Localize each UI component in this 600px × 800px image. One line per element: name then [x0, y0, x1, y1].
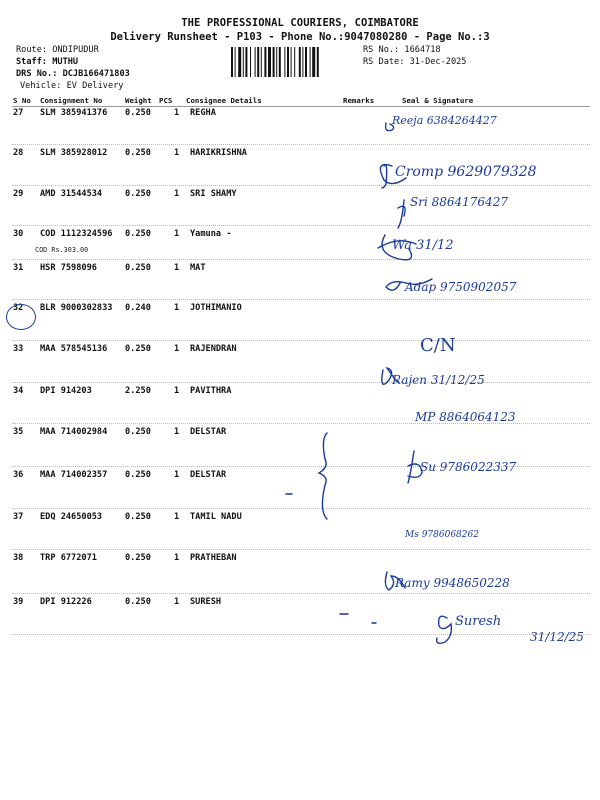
- row-divider: [12, 299, 590, 300]
- row-consignment: DPI 914203: [40, 386, 92, 396]
- row-pcs: 1: [174, 148, 180, 158]
- drs-number: DRS No.: DCJB166471803: [16, 69, 130, 79]
- row-consignee: PAVITHRA: [190, 386, 232, 396]
- row-consignment: MAA 714002984: [40, 427, 108, 437]
- row-weight: 0.240: [125, 303, 151, 313]
- row-cod-note: COD Rs.303.00: [35, 246, 89, 254]
- row-consignment: BLR 9000302833: [40, 303, 113, 313]
- row-consignment: DPI 912226: [40, 597, 92, 607]
- barcode-bar: [284, 47, 285, 77]
- row-divider: [12, 508, 590, 509]
- row-consignee: DELSTAR: [190, 427, 227, 437]
- row-sno: 37: [13, 512, 24, 522]
- signature-39: Suresh: [455, 614, 502, 629]
- signature-35: Su 9786022337: [420, 460, 517, 474]
- row-sno: 28: [13, 148, 24, 158]
- col-header-sno: S No: [13, 96, 31, 105]
- staff-label: Staff: MUTHU: [16, 57, 79, 67]
- row-consignee: DELSTAR: [190, 470, 227, 480]
- row-consignee: SRI SHAMY: [190, 189, 237, 199]
- row-weight: 0.250: [125, 263, 151, 273]
- barcode-bar: [231, 47, 233, 77]
- vehicle-label: Vehicle: EV Delivery: [20, 81, 124, 91]
- row-weight: 0.250: [125, 189, 151, 199]
- signature-27: Reeja 6384264427: [392, 114, 497, 127]
- row-divider: [12, 382, 590, 383]
- barcode-bar: [294, 47, 295, 77]
- row-pcs: 1: [174, 344, 180, 354]
- barcode-bar: [255, 47, 256, 77]
- signature-30: Wa 31/12: [392, 238, 454, 253]
- row-pcs: 1: [174, 427, 180, 437]
- barcode-bar: [279, 47, 281, 77]
- barcode-bar: [245, 47, 247, 77]
- barcode: [231, 47, 357, 77]
- row-consignee: MAT: [190, 263, 206, 273]
- row-sno: 36: [13, 470, 24, 480]
- row-32-circle-mark: [6, 304, 36, 330]
- row-consignment: SLM 385941376: [40, 108, 108, 118]
- barcode-bar: [264, 47, 266, 77]
- row-consignment: MAA 578545136: [40, 344, 108, 354]
- row-consignee: JOTHIMANIO: [190, 303, 242, 313]
- row-weight: 0.250: [125, 512, 151, 522]
- barcode-bar: [276, 47, 277, 77]
- row-pcs: 1: [174, 386, 180, 396]
- header-divider: [12, 106, 590, 107]
- barcode-bar: [273, 47, 275, 77]
- row-consignee: Yamuna -: [190, 229, 232, 239]
- cn-mark: C/N: [420, 335, 456, 356]
- barcode-bar: [261, 47, 262, 77]
- row-consignment: TRP 6772071: [40, 553, 97, 563]
- row-weight: 0.250: [125, 427, 151, 437]
- row-consignee: SURESH: [190, 597, 222, 607]
- col-header-consignee: Consignee Details: [186, 96, 262, 105]
- barcode-bar: [302, 47, 303, 77]
- signature-38: Ramy 9948650228: [395, 576, 510, 590]
- row-pcs: 1: [174, 512, 180, 522]
- row-consignee: PRATHEBAN: [190, 553, 237, 563]
- row-sno: 30: [13, 229, 24, 239]
- row-pcs: 1: [174, 470, 180, 480]
- barcode-bar: [310, 47, 311, 77]
- rs-number: RS No.: 1664718: [363, 45, 441, 55]
- barcode-bar: [291, 47, 292, 77]
- row-divider: [12, 185, 590, 186]
- runsheet-subtitle: Delivery Runsheet - P103 - Phone No.:9047080280 - Page No.:3: [110, 31, 490, 43]
- row-divider: [12, 634, 590, 635]
- date-39: 31/12/25: [530, 630, 584, 644]
- row-consignee: RAJENDRAN: [190, 344, 237, 354]
- row-pcs: 1: [174, 263, 180, 273]
- signature-29: Sri 8864176427: [410, 195, 508, 209]
- row-pcs: 1: [174, 229, 180, 239]
- row-weight: 0.250: [125, 597, 151, 607]
- col-header-consignment: Consignment No: [40, 96, 103, 105]
- row-consignee: HARIKRISHNA: [190, 148, 247, 158]
- route-label: Route: ONDIPUDUR: [16, 45, 99, 55]
- row-weight: 0.250: [125, 148, 151, 158]
- row-divider: [12, 144, 590, 145]
- barcode-bar: [312, 47, 315, 77]
- barcode-bar: [250, 47, 251, 77]
- row-pcs: 1: [174, 189, 180, 199]
- col-header-pcs: PCS: [159, 96, 173, 105]
- row-consignee: TAMIL NADU: [190, 512, 242, 522]
- barcode-bar: [238, 47, 241, 77]
- row-consignee: REGHA: [190, 108, 216, 118]
- barcode-bar: [257, 47, 259, 77]
- row-divider: [12, 549, 590, 550]
- row-sno: 31: [13, 263, 24, 273]
- row-weight: 0.250: [125, 108, 151, 118]
- barcode-bar: [235, 47, 236, 77]
- barcode-bar: [268, 47, 271, 77]
- row-sno: 39: [13, 597, 24, 607]
- row-sno: 29: [13, 189, 24, 199]
- col-header-remarks: Remarks: [343, 96, 375, 105]
- row-sno: 33: [13, 344, 24, 354]
- row-consignment: EDQ 24650053: [40, 512, 103, 522]
- row-divider: [12, 259, 590, 260]
- signature-34: MP 8864064123: [415, 410, 516, 424]
- row-sno: 35: [13, 427, 24, 437]
- row-divider: [12, 340, 590, 341]
- row-weight: 0.250: [125, 553, 151, 563]
- row-consignment: HSR 7598096: [40, 263, 97, 273]
- company-title: THE PROFESSIONAL COURIERS, COIMBATORE: [181, 17, 419, 29]
- row-consignment: MAA 714002357: [40, 470, 108, 480]
- signature-28: Cromp 9629079328: [395, 164, 537, 180]
- row-pcs: 1: [174, 303, 180, 313]
- row-divider: [12, 593, 590, 594]
- row-weight: 2.250: [125, 386, 151, 396]
- row-consignment: COD 1112324596: [40, 229, 113, 239]
- row-weight: 0.250: [125, 344, 151, 354]
- row-pcs: 1: [174, 597, 180, 607]
- row-consignment: SLM 385928012: [40, 148, 108, 158]
- col-header-weight: Weight: [125, 96, 152, 105]
- barcode-bar: [299, 47, 301, 77]
- row-weight: 0.250: [125, 470, 151, 480]
- barcode-bar: [305, 47, 307, 77]
- signature-33: Rajen 31/12/25: [392, 373, 485, 387]
- barcode-bar: [287, 47, 289, 77]
- row-sno: 34: [13, 386, 24, 396]
- barcode-bar: [317, 47, 319, 77]
- col-header-seal: Seal & Signature: [402, 96, 474, 105]
- row-weight: 0.250: [125, 229, 151, 239]
- row-pcs: 1: [174, 108, 180, 118]
- row-sno: 38: [13, 553, 24, 563]
- signature-37: Ms 9786068262: [405, 530, 479, 540]
- barcode-bar: [243, 47, 244, 77]
- row-consignment: AMD 31544534: [40, 189, 103, 199]
- signature-31: Adap 9750902057: [405, 280, 517, 294]
- row-divider: [12, 225, 590, 226]
- row-pcs: 1: [174, 553, 180, 563]
- row-sno: 27: [13, 108, 24, 118]
- rs-date: RS Date: 31-Dec-2025: [363, 57, 467, 67]
- row-sno: 32: [13, 303, 24, 313]
